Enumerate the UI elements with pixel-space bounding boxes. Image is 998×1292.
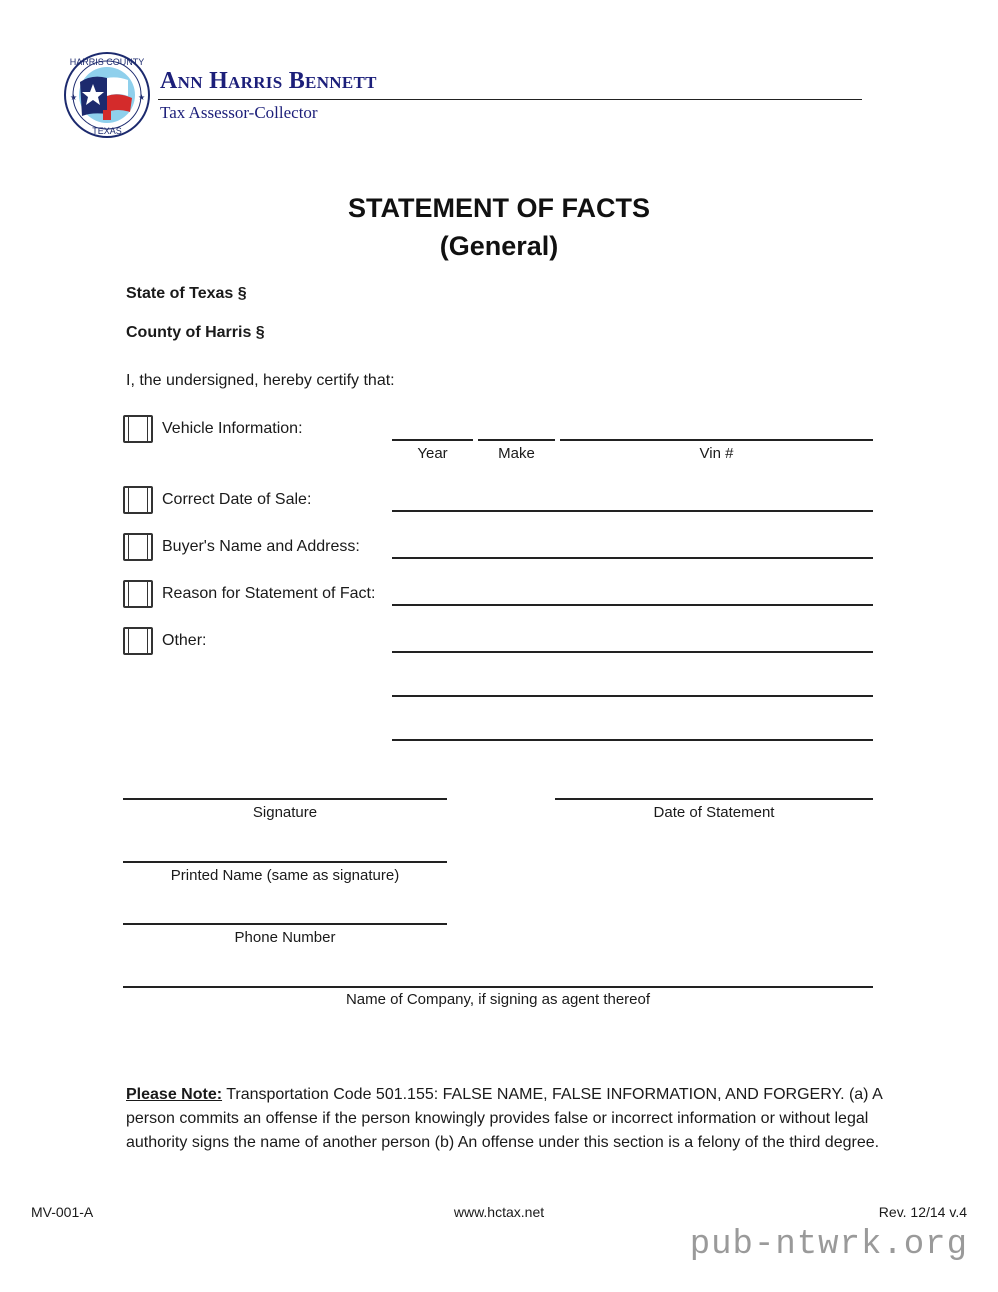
vehicle-information-checkbox[interactable] (123, 415, 153, 443)
other-checkbox[interactable] (123, 627, 153, 655)
page-subtitle: (General) (439, 231, 559, 261)
buyer-name-address-label: Buyer's Name and Address: (162, 538, 360, 555)
reason-field[interactable] (392, 604, 873, 606)
company-name-caption: Name of Company, if signing as agent thereof (345, 991, 651, 1008)
harris-county-seal-icon (62, 52, 152, 138)
date-of-statement-caption: Date of Statement (653, 804, 775, 821)
company-name-field[interactable] (123, 986, 873, 988)
date-of-sale-label: Correct Date of Sale: (162, 491, 312, 508)
vehicle-information-label: Vehicle Information: (162, 420, 303, 437)
header-divider (158, 99, 862, 100)
assessor-name: Ann Harris Bennett (160, 68, 377, 94)
website: www.hctax.net (453, 1204, 545, 1220)
year-field[interactable] (392, 439, 473, 441)
make-field[interactable] (478, 439, 555, 441)
printed-name-caption: Printed Name (same as signature) (170, 867, 400, 884)
certify-text: I, the undersigned, hereby certify that: (126, 372, 395, 389)
phone-number-field[interactable] (123, 923, 447, 925)
date-of-sale-field[interactable] (392, 510, 873, 512)
reason-label: Reason for Statement of Fact: (162, 585, 376, 602)
buyer-name-address-checkbox[interactable] (123, 533, 153, 561)
svg-text:HARRIS COUNTY: HARRIS COUNTY (69, 57, 145, 67)
make-caption: Make (498, 445, 535, 462)
county-line: County of Harris § (126, 324, 265, 341)
state-line: State of Texas § (126, 285, 247, 302)
phone-number-caption: Phone Number (234, 929, 336, 946)
other-label: Other: (162, 632, 207, 649)
note-text: Transportation Code 501.155: FALSE NAME, FALSE INFORMATION, AND FORGERY. (a) A person commits an offense if the person knowingly provides false or incorrect information or without legal authority signs the name of another person (b) An offense under this section is a felony of the third degree. (126, 1086, 882, 1151)
page-title: STATEMENT OF FACTS (348, 193, 650, 223)
date-of-sale-checkbox[interactable] (123, 486, 153, 514)
svg-text:★: ★ (70, 93, 78, 102)
watermark: pub-ntwrk.org (689, 1226, 968, 1264)
other-field-line-3[interactable] (392, 739, 873, 741)
year-caption: Year (417, 445, 448, 462)
legal-note (126, 1083, 886, 1155)
svg-text:★: ★ (138, 93, 146, 102)
buyer-name-address-field[interactable] (392, 557, 873, 559)
vin-caption: Vin # (699, 445, 734, 462)
printed-name-field[interactable] (123, 861, 447, 863)
other-field-line-2[interactable] (392, 695, 873, 697)
svg-text:TEXAS: TEXAS (92, 126, 122, 136)
date-of-statement-field[interactable] (555, 798, 873, 800)
revision: Rev. 12/14 v.4 (878, 1204, 967, 1220)
signature-caption: Signature (252, 804, 318, 821)
reason-checkbox[interactable] (123, 580, 153, 608)
vin-field[interactable] (560, 439, 873, 441)
assessor-title: Tax Assessor-Collector (160, 103, 318, 122)
other-field-line-1[interactable] (392, 651, 873, 653)
form-id: MV-001-A (31, 1204, 94, 1220)
note-lead: Please Note: (126, 1086, 223, 1103)
signature-field[interactable] (123, 798, 447, 800)
